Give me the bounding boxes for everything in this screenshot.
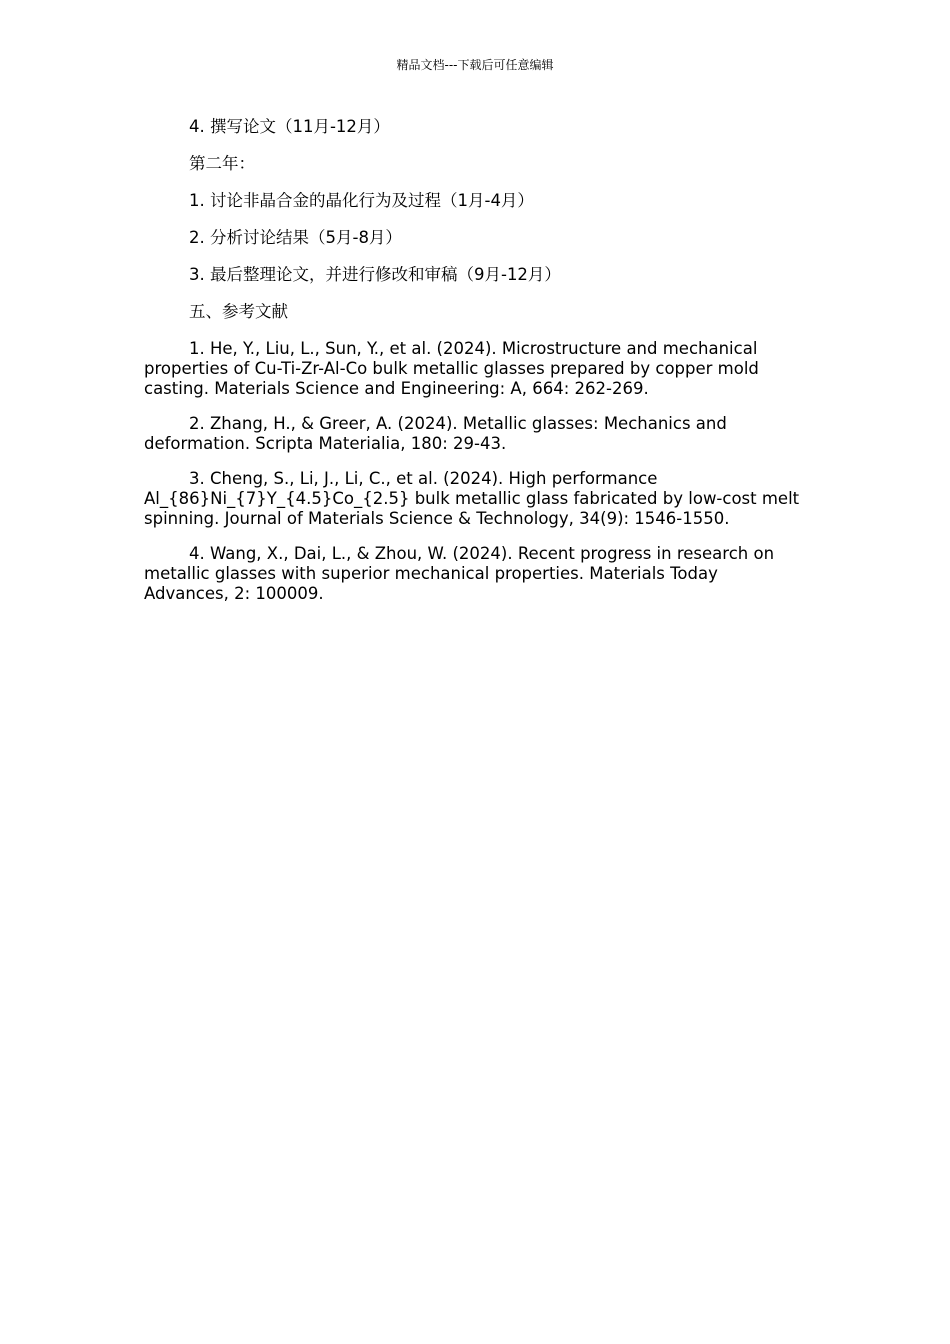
page-header: 精品文档---下载后可任意编辑 bbox=[396, 58, 554, 72]
reference-item: 3. Cheng, S., Li, J., Li, C., et al. (2024). High performance Al_{86}Ni_{7}Y_{4.5}Co_{2.5} bulk metallic glass fabricated by low-cost melt spinning. Journal of Materials Science & Technology, 34(9): 1546-1550. bbox=[144, 469, 800, 528]
reference-item: 4. Wang, X., Dai, L., & Zhou, W. (2024). Recent progress in research on metallic glasses with superior mechanical properties. Materials Today Advances, 2: 100009. bbox=[144, 544, 775, 603]
document-body bbox=[144, 117, 806, 604]
plan-item-crystallization: 1. 讨论非晶合金的晶化行为及过程（1月-4月） bbox=[189, 191, 534, 210]
year-two-heading: 第二年： bbox=[189, 154, 255, 173]
reference-item: 1. He, Y., Liu, L., Sun, Y., et al. (2024). Microstructure and mechanical properties of Cu-Ti-Zr-Al-Co bulk metallic glasses prepared by copper mold casting. Materials Science and Engineering: A, 664: 262-269. bbox=[144, 339, 759, 398]
plan-item-analysis: 2. 分析讨论结果（5月-8月） bbox=[189, 228, 402, 247]
plan-item-final-revision: 3. 最后整理论文，并进行修改和审稿（9月-12月） bbox=[189, 265, 561, 284]
references-heading: 五、参考文献 bbox=[189, 302, 288, 321]
plan-item-write-thesis: 4. 撰写论文（11月-12月） bbox=[189, 117, 390, 136]
reference-item: 2. Zhang, H., & Greer, A. (2024). Metallic glasses: Mechanics and deformation. Scripta Materialia, 180: 29-43. bbox=[144, 414, 727, 453]
